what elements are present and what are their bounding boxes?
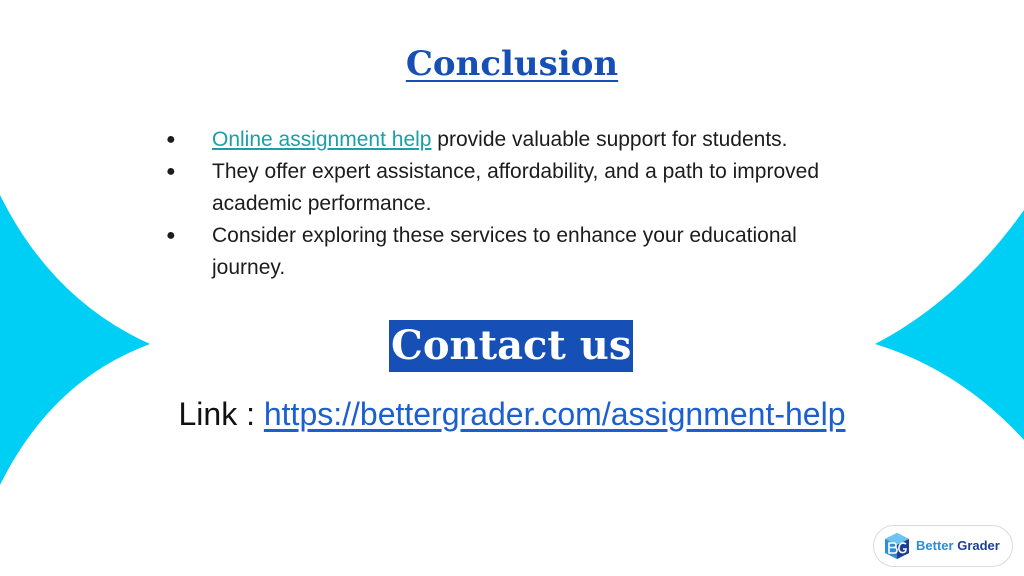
online-assignment-help-link[interactable]: Online assignment help [212,128,432,151]
bullet-item [166,156,856,220]
slide-title: Conclusion [405,44,619,84]
contact-us-heading: Contact us [389,320,633,372]
bullet-marker: ● [166,227,176,244]
bullet-text: Consider exploring these services to enhance your educational journey. [212,224,797,279]
link-row [0,396,1024,433]
link-label: Link : [178,396,264,432]
bullet-text: provide valuable support for students. [431,128,788,151]
left-cyan-shape [0,195,150,485]
bullet-marker: ● [166,131,176,148]
bullet-item [166,220,856,284]
logo-word-better: Better [916,538,954,553]
bg-cube-logo-icon [882,531,912,561]
bullet-marker: ● [166,163,176,180]
bullet-item [166,124,856,156]
logo-wordmark [916,538,1000,553]
better-grader-logo [873,525,1013,567]
logo-word-grader: Grader [957,538,1000,553]
assignment-help-url-link[interactable]: https://bettergrader.com/assignment-help [263,396,846,432]
bullet-text: They offer expert assistance, affordability, and a path to improved academic performance. [212,160,820,215]
conclusion-bullet-list [166,124,856,284]
